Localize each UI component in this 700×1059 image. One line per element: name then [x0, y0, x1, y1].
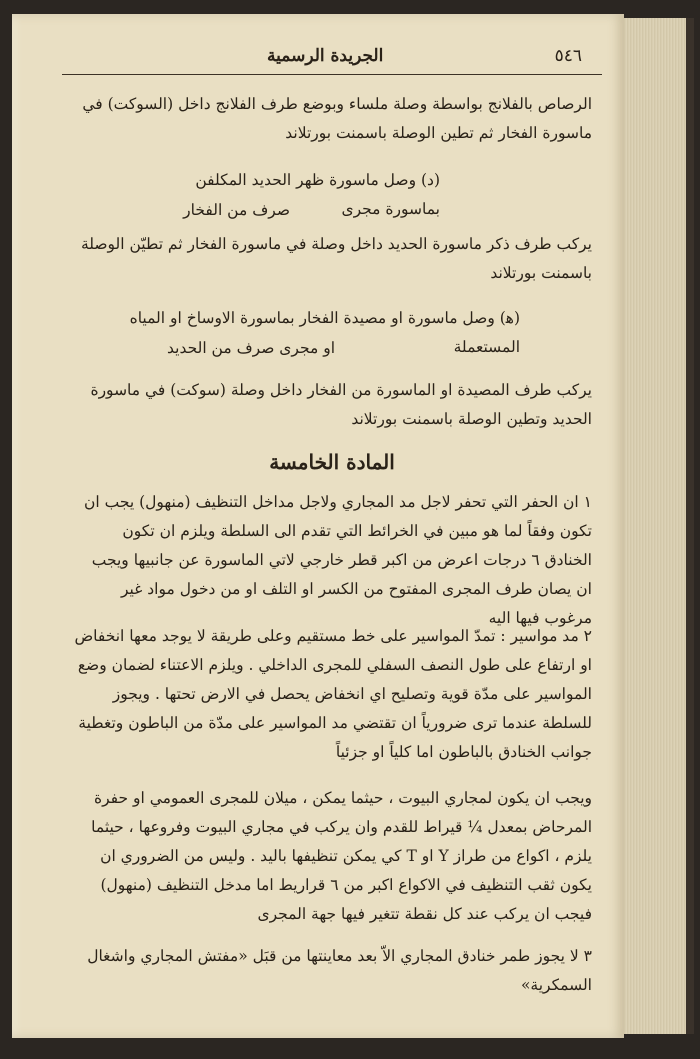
section-d-title-line2: صرف من الفخار [183, 201, 290, 219]
section-h-body: يركب طرف المصيدة او الماسورة من الفخار داخل وصلة (سوكت) في ماسورة الحديد وتطين الوصلة باسمنت بورتلاند [90, 381, 592, 428]
running-header [62, 40, 602, 75]
journal-title: الجريدة الرسمية [267, 46, 384, 66]
article-heading: المادة الخامسة [269, 450, 395, 474]
section-d-title-line1: (د) وصل ماسورة ظهر الحديد المكلفن بماسورة مجرى [195, 171, 440, 218]
paragraph-1: ١ ان الحفر التي تحفر لاجل مد المجاري ولاجل مداخل التنظيف (منهول) يجب ان تكون وفقاً لما هو مبين في الخرائط التي تقدم الى السلطة ويلزم ان تكون الخنادق ٦ درجات اعرض من اكبر قطر خارجي لاتي الماسورة عن جانبيها ويجب ان يصان طرف المجرى المفتوح من الكسر او التلف او من دخول مواد غير مرغوب فيها اليه [83, 493, 592, 627]
paragraph-2: ٢ مد مواسير : تمدّ المواسير على خط مستقيم وعلى طريقة لا يوجد معها انخفاض او ارتفاع على طول النصف السفلي للمجرى الداخلي . ويلزم الاعتناء لضمان وضع المواسير على مدّة قوية وتصليح اي انخفاض يحصل في الارض تحتها . ويجوز للسلطة عندما ترى ضرورياً ان تقتضي مد المواسير على مدّة من الباطون وتغطية جوانب الخنادق بالباطون اما كلياً او جزئياً [74, 627, 592, 761]
section-h-title-line1: (ﻫ) وصل ماسورة او مصيدة الفخار بماسورة الاوساخ او المياه المستعملة [129, 309, 520, 356]
paragraph-4: ٣ لا يجوز طمر خنادق المجاري الاّ بعد معاينتها من قبَل «مفتش المجاري واشغال السمكرية» [87, 947, 592, 994]
page-edges [624, 18, 694, 1034]
section-d-body: يركب طرف ذكر ماسورة الحديد داخل وصلة في ماسورة الفخار ثم تطيّن الوصلة باسمنت بورتلاند [80, 235, 592, 282]
paragraph-3: ويجب ان يكون لمجاري البيوت ، حيثما يمكن ، ميلان للمجرى العمومي او حفرة المرحاض بمعدل ¼ قيراط للقدم وان يركب في مجاري البيوت وفروعها ، حيثما يلزم ، اكواع من طراز Y او T كي يمكن تنظيفها باليد . وليس من الضروري ان يكون ثقب التنظيف في الاكواع اكبر من ٦ قراريط اما مدخل التنظيف (منهول) فيجب ان يركب عند كل نقطة تتغير فيها جهة المجرى [91, 789, 592, 923]
page-number: ٥٤٦ [554, 46, 582, 66]
section-h-title-line2: او مجرى صرف من الحديد [167, 339, 335, 357]
intro-paragraph: الرصاص بالفلانج بواسطة وصلة ملساء وبوضع طرف الفلانج داخل (السوكت) في ماسورة الفخار ثم تطين الوصلة باسمنت بورتلاند [82, 95, 592, 142]
